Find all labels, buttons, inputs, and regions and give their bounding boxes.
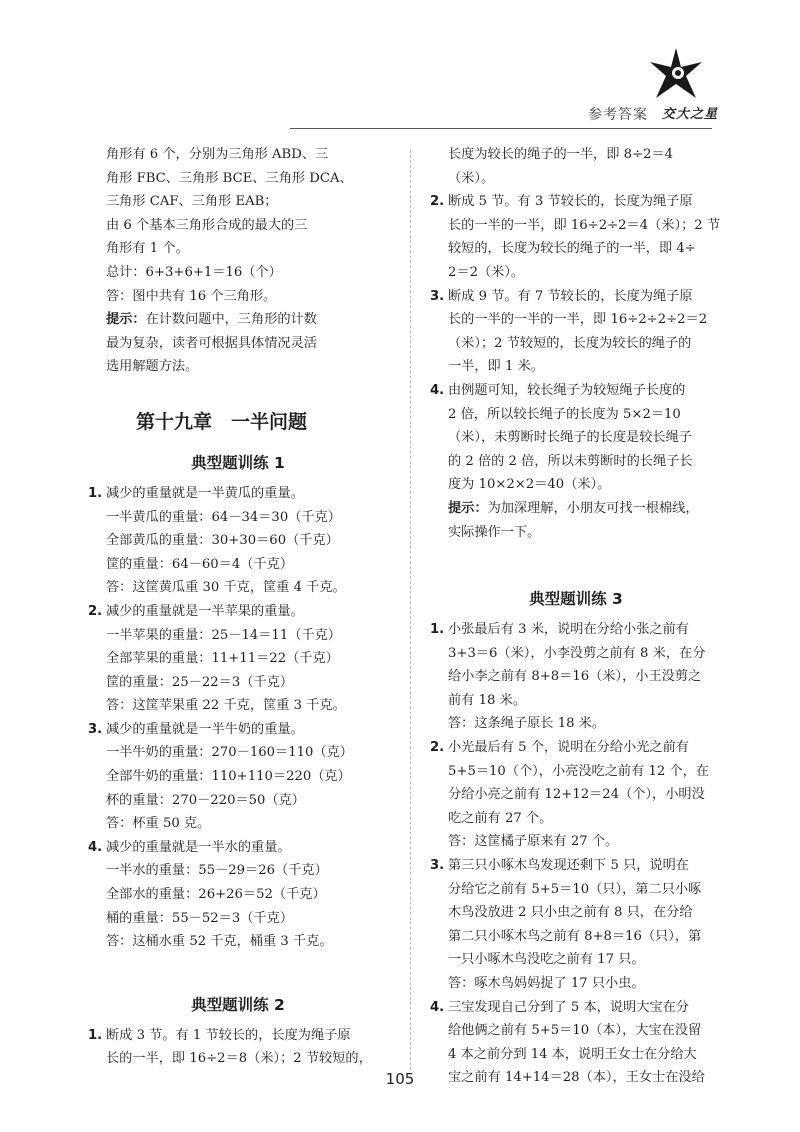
left-column xyxy=(88,143,388,1071)
text-line: 答：啄木鸟妈妈捉了 17 只小虫。 xyxy=(448,976,645,991)
section-title: 典型题训练 2 xyxy=(191,995,285,1014)
list-item xyxy=(88,718,388,836)
text-line: 长度为较长的绳子的一半，即 8÷2＝4 xyxy=(448,147,674,162)
text-line: 给小李之前有 8+8＝16（米），小王没剪之 xyxy=(448,669,702,685)
text-line: 选用解题方法。 xyxy=(106,359,199,375)
text-line: 一半，即 1 米。 xyxy=(448,359,544,375)
text-line: 全部牛奶的重量：110+110＝220（克） xyxy=(106,769,351,785)
tip-label: 提示： xyxy=(448,500,488,516)
text-line: 总计：6+3+6+1＝16（个） xyxy=(106,264,282,280)
text-line: 一只小啄木鸟没吃之前有 17 只。 xyxy=(448,952,645,968)
text-line: 5+5＝10（个），小亮没吃之前有 12 个，在 xyxy=(448,763,709,779)
text-line: 给他俩之前有 5+5＝10（本），大宝在没留 xyxy=(448,1023,702,1039)
text-line: 长的一半，即 16÷2＝8（米）；2 节较短的， xyxy=(106,1051,372,1067)
text-line: 断成 3 节。有 1 节较长的，长度为绳子原 xyxy=(106,1027,351,1043)
text-line: 长的一半的一半，即 16÷2÷2＝4（米）；2 节 xyxy=(448,217,721,233)
chapter-title: 第十九章 一半问题 xyxy=(136,410,308,433)
text-line: （米）；2 节较短的，长度为较长的绳子的 xyxy=(448,335,692,351)
text-line: （米），未剪断时长绳子的长度是较长绳子 xyxy=(448,430,692,446)
text-line: 较短的，长度为较长的绳子的一半，即 4÷ xyxy=(448,241,696,257)
text-line: 角形有 1 个。 xyxy=(106,241,189,257)
item-number: 2. xyxy=(430,194,445,210)
text-line: 三宝发现自己分到了 5 本，说明大宝在分 xyxy=(448,999,689,1015)
item-number: 1. xyxy=(88,1027,103,1043)
header-label: 参考答案 xyxy=(588,107,648,123)
list-item xyxy=(430,854,722,996)
text-line: 筐的重量：25－22＝3（千克） xyxy=(106,674,294,690)
section-title: 典型题训练 3 xyxy=(529,590,623,609)
item-number: 4. xyxy=(88,839,103,855)
text-line: 杯的重量：270－220＝50（克） xyxy=(106,792,305,808)
tip-line xyxy=(106,308,388,332)
text-line: 分给它之前有 5+5＝10（只），第二只小啄 xyxy=(448,881,702,897)
list-item xyxy=(430,190,722,284)
tip-line xyxy=(448,497,722,521)
text-line: 前有 18 米。 xyxy=(448,692,526,708)
star-logo-icon xyxy=(648,46,704,102)
text-line: 一半黄瓜的重量：64－34＝30（千克） xyxy=(106,509,341,525)
text-line: 宝之前有 14+14＝28（本），王女士在没给 xyxy=(448,1070,705,1086)
text-line: 实际操作一下。 xyxy=(448,524,541,540)
text-line: 全部黄瓜的重量：30+30＝60（千克） xyxy=(106,533,339,549)
text-line: 答：这桶水重 52 千克，桶重 3 千克。 xyxy=(106,934,333,950)
list-item xyxy=(430,379,722,497)
text-line: 全部苹果的重量：11+11＝22（千克） xyxy=(106,651,339,667)
text-line: 筐的重量：64－60＝4（千克） xyxy=(106,556,294,572)
tip-block xyxy=(430,497,722,544)
text-line: 2＝2（米）。 xyxy=(448,264,525,280)
list-item xyxy=(430,736,722,854)
text-line: 第三只小啄木鸟发现还剩下 5 只，说明在 xyxy=(448,858,689,874)
text-line: 第二只小啄木鸟之前有 8+8＝16（只），第 xyxy=(448,928,702,944)
text-line: 的 2 倍的 2 倍，所以未剪断时的长绳子长 xyxy=(448,453,693,469)
text-line: 木鸟没放进 2 只小虫之前有 8 只，在分给 xyxy=(448,905,693,921)
item-number: 2. xyxy=(88,603,103,619)
item-number: 3. xyxy=(88,721,103,737)
text-line: 2 倍，所以较长绳子的长度为 5×2＝10 xyxy=(448,406,681,422)
tip-text: 为加深理解，小朋友可找一根棉线， xyxy=(487,500,699,516)
text-line: 一半牛奶的重量：270－160＝110（克） xyxy=(106,745,353,761)
item-number: 4. xyxy=(430,999,445,1015)
section-title: 典型题训练 1 xyxy=(191,453,285,472)
text-line: 最为复杂，读者可根据具体情况灵活 xyxy=(106,335,317,351)
text-line: 答：这筐橘子原来有 27 个。 xyxy=(448,834,619,850)
item-number: 2. xyxy=(430,740,445,756)
text-line: 小张最后有 3 米，说明在分给小张之前有 xyxy=(448,622,689,638)
list-item xyxy=(430,285,722,379)
text-line: 断成 5 节。有 3 节较长的，长度为绳子原 xyxy=(448,194,693,210)
text-line: 减少的重量就是一半水的重量。 xyxy=(106,839,291,855)
text-line: 减少的重量就是一半黄瓜的重量。 xyxy=(106,485,304,501)
text-line: 答：杯重 50 克。 xyxy=(106,816,211,832)
text-line: （米）。 xyxy=(448,170,495,186)
list-item xyxy=(88,1024,388,1071)
list-item xyxy=(88,600,388,718)
header-rule xyxy=(290,128,712,129)
text-line: 吃之前有 27 个。 xyxy=(448,810,553,826)
item-number: 3. xyxy=(430,858,445,874)
text-line: 三角形 CAF、三角形 EAB； xyxy=(106,194,278,210)
text-line: 角形有 6 个，分别为三角形 ABD、三 xyxy=(106,147,329,162)
text-line: 答：这筐苹果重 22 千克，筐重 3 千克。 xyxy=(106,698,346,714)
text-line: 答：这筐黄瓜重 30 千克，筐重 4 千克。 xyxy=(106,580,346,596)
list-item xyxy=(430,618,722,736)
text-line: 度为 10×2×2＝40（米）。 xyxy=(448,477,611,493)
list-item xyxy=(88,836,388,954)
item-number: 1. xyxy=(88,485,103,501)
text-line: 一半水的重量：55－29＝26（千克） xyxy=(106,863,328,879)
text-line: 答：图中共有 16 个三角形。 xyxy=(106,288,277,304)
brand-logo-text: 交大之星 xyxy=(662,107,719,122)
text-line: 3+3＝6（米），小李没剪之前有 8 米，在分 xyxy=(448,645,706,661)
list-item xyxy=(88,482,388,600)
right-column xyxy=(430,143,722,1090)
tip-label: 提示： xyxy=(106,312,146,328)
item-number: 1. xyxy=(430,622,445,638)
text-line: 全部水的重量：26+26＝52（千克） xyxy=(106,887,326,903)
item-number: 3. xyxy=(430,288,445,304)
text-line: 减少的重量就是一半苹果的重量。 xyxy=(106,603,304,619)
text-line: 断成 9 节。有 7 节较长的，长度为绳子原 xyxy=(448,288,693,304)
text-line: 由例题可知，较长绳子为较短绳子长度的 xyxy=(448,382,686,398)
page-number: 105 xyxy=(385,1070,415,1088)
text-line: 分给小亮之前有 12+12＝24（个），小明没 xyxy=(448,787,705,803)
text-line: 角形 FBC、三角形 BCE、三角形 DCA、 xyxy=(106,170,353,186)
text-line: 答：这条绳子原长 18 米。 xyxy=(448,716,606,732)
column-divider xyxy=(410,150,411,1070)
item-number: 4. xyxy=(430,382,445,398)
intro-block xyxy=(88,143,388,379)
text-line: 4 本之前分到 14 本，说明王女士在分给大 xyxy=(448,1046,697,1062)
continued-block xyxy=(430,143,722,190)
text-line: 长的一半的一半的一半，即 16÷2÷2÷2＝2 xyxy=(448,312,708,328)
text-line: 小光最后有 5 个，说明在分给小光之前有 xyxy=(448,740,689,756)
text-line: 一半苹果的重量：25－14＝11（千克） xyxy=(106,627,341,643)
tip-text: 在计数问题中，三角形的计数 xyxy=(145,312,317,328)
text-line: 桶的重量：55－52＝3（千克） xyxy=(106,910,294,926)
text-line: 由 6 个基本三角形合成的最大的三 xyxy=(106,217,308,233)
text-line: 减少的重量就是一半牛奶的重量。 xyxy=(106,721,304,737)
